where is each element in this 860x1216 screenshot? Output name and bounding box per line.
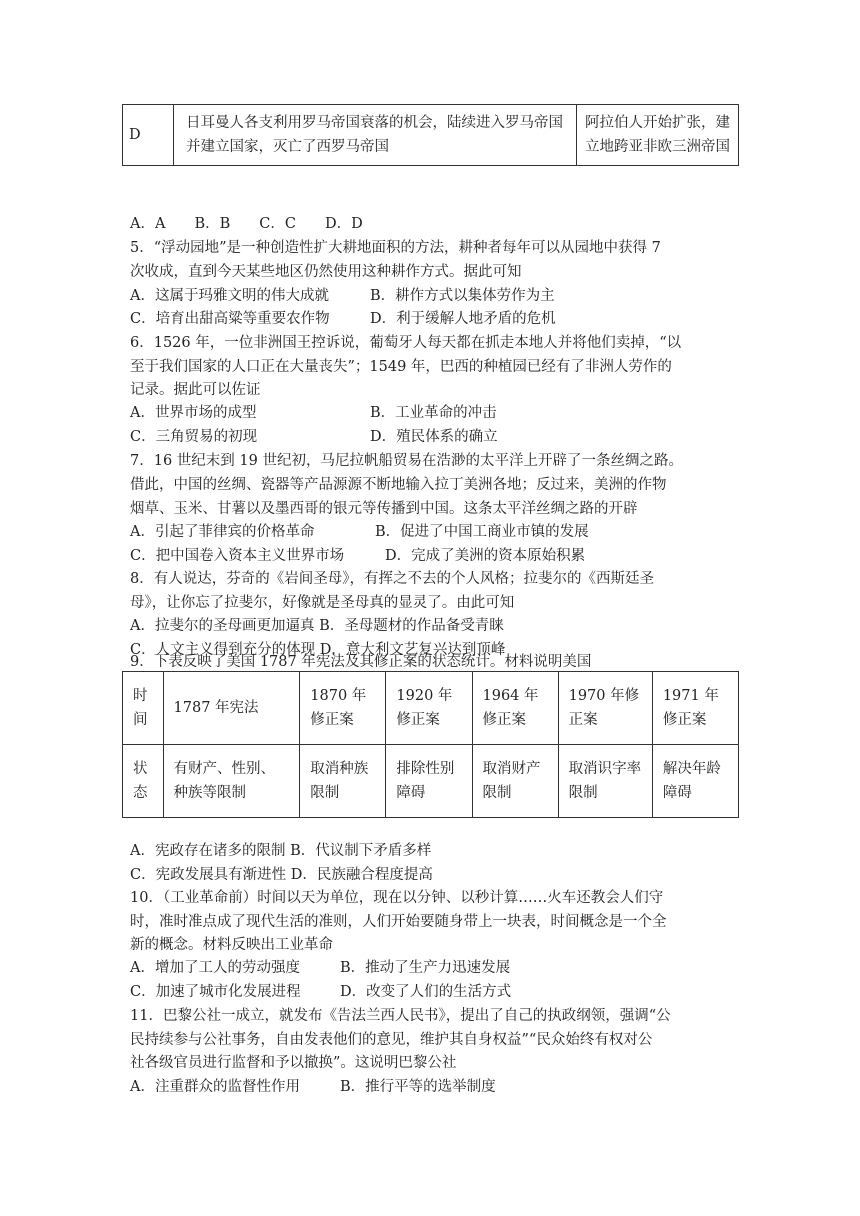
status-label-cell: 状态 <box>123 745 164 818</box>
q11-stem-line-2: 民持续参与公社事务，自由发表他们的意见，维护其自身权益”“民众始终有权对公 <box>130 1032 653 1048</box>
header-cell-1971: 1971 年修正案 <box>652 672 738 745</box>
q6-stem-line-1: 6．1526 年，一位非洲国王控诉说，葡萄牙人每天都在抓走本地人并将他们卖掉，“以 <box>130 335 682 351</box>
q6-option-c: C．三角贸易的初现 <box>130 429 258 445</box>
amendment-table <box>122 671 739 818</box>
q9-stem: 9．下表反映了美国 1787 年宪法及其修正案的状态统计。材料说明美国 <box>130 654 592 670</box>
option-result-cell: 阿拉伯人开始扩张，建立地跨亚非欧三洲帝国 <box>577 105 739 166</box>
q8-stem-line-1: 8．有人说达，芬奇的《岩间圣母》，有挥之不去的个人风格；拉斐尔的《西斯廷圣 <box>130 571 654 587</box>
table-row <box>123 672 739 745</box>
q5-option-d: D．利于缓解人地矛盾的危机 <box>370 311 556 327</box>
q6-stem-line-3: 记录。据此可以佐证 <box>130 382 261 398</box>
q6-stem-line-2: 至于我们国家的人口正在大量丧失”；1549 年，巴西的种植园已经有了非洲人劳作的 <box>130 359 672 375</box>
option-label-cell: D <box>123 105 174 166</box>
q8-stem-line-2: 母》，让你忘了拉斐尔，好像就是圣母真的显灵了。由此可知 <box>130 595 515 611</box>
q5-stem-line-2: 次收成，直到今天某些地区仍然使用这种耕作方式。据此可知 <box>130 264 522 280</box>
q5-option-a: A．这属于玛雅文明的伟大成就 <box>130 288 329 304</box>
q9-options-cd: C．宪政发展具有渐进性 D．民族融合程度提高 <box>130 867 433 883</box>
q7-option-d: D．完成了美洲的资本原始积累 <box>385 548 586 564</box>
q10-stem-line-2: 时，准时准点成了现代生活的准则，人们开始要随身带上一块表，时间概念是一个全 <box>130 914 667 930</box>
status-cell-1920: 排除性别障碍 <box>386 745 472 818</box>
q11-stem-line-1: 11．巴黎公社一成立，就发布《告法兰西人民书》，提出了自己的执政纲领，强调“公 <box>130 1008 671 1024</box>
q10-option-d: D．改变了人们的生活方式 <box>340 984 512 1000</box>
q8-options-cd: C．人文主义得到充分的体现 D．意大利文艺复兴达到顶峰 <box>130 642 506 658</box>
q6-option-a: A．世界市场的成型 <box>130 405 257 421</box>
q10-option-a: A．增加了工人的劳动强度 <box>130 960 300 976</box>
header-cell-1870: 1870 年修正案 <box>300 672 386 745</box>
q6-option-d: D．殖民体系的确立 <box>370 429 498 445</box>
q9-options-ab: A．宪政存在诸多的限制 B．代议制下矛盾多样 <box>130 843 432 859</box>
q10-option-c: C．加速了城市化发展进程 <box>130 984 301 1000</box>
header-cell-1920: 1920 年修正案 <box>386 672 472 745</box>
q7-stem-line-3: 烟草、玉米、甘薯以及墨西哥的银元等传播到中国。这条太平洋丝绸之路的开辟 <box>130 501 638 517</box>
status-cell-1787: 有财产、性别、种族等限制 <box>163 745 300 818</box>
q10-option-b: B．推动了生产力迅速发展 <box>340 960 511 976</box>
q7-stem-line-1: 7．16 世纪末到 19 世纪初，马尼拉帆船贸易在浩渺的太平洋上开辟了一条丝绸之路。 <box>130 453 683 469</box>
q4-options: A．A B．B C．C D．D <box>130 216 363 232</box>
q7-option-c: C．把中国卷入资本主义世界市场 <box>130 548 345 564</box>
q5-option-c: C．培育出甜高粱等重要农作物 <box>130 311 330 327</box>
q11-option-a: A．注重群众的监督性作用 <box>130 1079 300 1095</box>
header-cell-1964: 1964 年修正案 <box>472 672 558 745</box>
header-cell-1787: 1787 年宪法 <box>163 672 300 745</box>
q6-option-b: B．工业革命的冲击 <box>370 405 497 421</box>
table-row <box>123 105 739 166</box>
status-cell-1964: 取消财产限制 <box>472 745 558 818</box>
q7-option-a: A．引起了菲律宾的价格革命 <box>130 524 315 540</box>
q11-option-b: B．推行平等的选举制度 <box>340 1079 496 1095</box>
q10-stem-line-1: 10．（工业革命前）时间以天为单位，现在以分钟、以秒计算……火车还教会人们守 <box>130 890 664 906</box>
status-cell-1970: 取消识字率限制 <box>558 745 652 818</box>
q5-option-b: B．耕作方式以集体劳作为主 <box>370 288 555 304</box>
table-row <box>123 745 739 818</box>
status-cell-1870: 取消种族限制 <box>300 745 386 818</box>
q5-stem-line-1: 5．“浮动园地”是一种创造性扩大耕地面积的方法，耕种者每年可以从园地中获得 7 <box>130 240 661 256</box>
header-cell-1970: 1970 年修正案 <box>558 672 652 745</box>
q8-options-ab: A．拉斐尔的圣母画更加逼真 B．圣母题材的作品备受青睐 <box>130 618 504 634</box>
option-content-cell: 日耳曼人各支利用罗马帝国衰落的机会，陆续进入罗马帝国并建立国家，灭亡了西罗马帝国 <box>174 105 577 166</box>
header-cell-time: 时间 <box>123 672 164 745</box>
q11-stem-line-3: 社各级官员进行监督和予以撤换”。这说明巴黎公社 <box>130 1055 457 1071</box>
q7-stem-line-2: 借此，中国的丝绸、瓷器等产品源源不断地输入拉丁美洲各地；反过来，美洲的作物 <box>130 477 667 493</box>
status-cell-1971: 解决年龄障碍 <box>652 745 738 818</box>
q10-stem-line-3: 新的概念。材料反映出工业革命 <box>130 937 333 953</box>
option-table-d <box>122 104 739 166</box>
q7-option-b: B．促进了中国工商业市镇的发展 <box>375 524 589 540</box>
